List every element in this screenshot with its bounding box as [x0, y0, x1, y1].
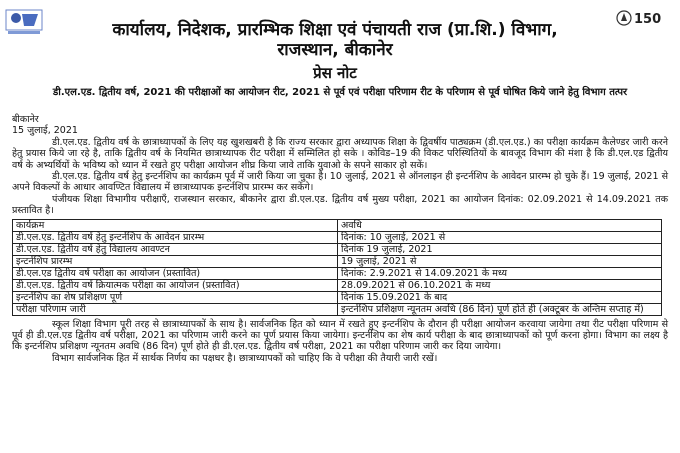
- anniversary-logo-icon: [616, 8, 672, 28]
- document-type-heading: प्रेस नोट: [313, 64, 357, 82]
- table-row: [13, 243, 662, 255]
- table-row: [13, 291, 662, 303]
- place-line: बीकानेर: [12, 114, 39, 125]
- location-heading: राजस्थान, बीकानेर: [277, 40, 393, 60]
- table-row: [13, 303, 662, 315]
- table-cell-duration: दिनांक: 10 जुलाई, 2021 से: [338, 231, 662, 243]
- schedule-table: [12, 219, 662, 316]
- table-header-duration: अवधि: [338, 219, 662, 231]
- table-cell-program: परीक्षा परिणाम जारी: [13, 303, 338, 315]
- table-cell-duration: इन्टर्नशिप प्रशिक्षण न्यूनतम अवधि (86 दिन) पूर्ण होते ही (अक्टूबर के अन्तिम सप्ताह में): [338, 303, 662, 315]
- closing-paragraph-2: विभाग सार्वजनिक हित में सार्थक निर्णय का पक्षधर है। छात्राध्यापकों को चाहिए कि वे परीक्षा की तैयारी जारी रखें।: [52, 352, 438, 364]
- table-cell-duration: दिनांक 15.09.2021 के बाद: [338, 291, 662, 303]
- table-cell-program: डी.एल.एड. द्वितीय वर्ष हेतु विद्यालय आवण्टन: [13, 243, 338, 255]
- table-cell-program: इन्टर्नशिप प्रारम्भ: [13, 255, 338, 267]
- table-cell-program: डी.एल.एड द्वितीय वर्ष परीक्षा का आयोजन (प्रस्तावित): [13, 267, 338, 279]
- paragraph-2: डी.एल.एड. द्वितीय वर्ष हेतु इन्टर्नशिप का कार्यक्रम पूर्व में जारी किया जा चुका है। 10 जुलाई, 2021 से ऑनलाइन ही इन्टर्नशिप के आवेदन प्रारम्भ हो चुके हैं। 19 जुलाई, 2021 से अपने विकल्पों के आधार आवण्टित विद्यालय में छात्राध्यापक इन्टर्नशिप प्रारम्भ कर सकेंगे।: [12, 171, 668, 194]
- date-line: 15 जुलाई, 2021: [12, 125, 78, 137]
- table-row: [13, 231, 662, 243]
- table-header-row: [13, 219, 662, 231]
- table-cell-duration: दिनांक: 2.9.2021 से 14.09.2021 के मध्य: [338, 267, 662, 279]
- document-body: [12, 114, 668, 364]
- paragraph-3: पंजीयक शिक्षा विभागीय परीक्षाएँ, राजस्थान सरकार, बीकानेर द्वारा डी.एल.एड. द्वितीय वर्ष मुख्य परीक्षा, 2021 का आयोजन दिनांक: 02.09.2021 से 14.09.2021 तक प्रस्तावित है।: [12, 193, 668, 217]
- closing-paragraph-1: स्कूल शिक्षा विभाग पूरी तरह से छात्राध्यापकों के साथ है। सार्वजनिक हित को ध्यान में रखते हुए इन्टर्नशिप के दौरान ही परीक्षा आयोजन करवाया जायेगा तथा रीट परीक्षा परिणाम से पूर्व ही डी.एल.एड द्वितीय वर्ष परीक्षा, 2021 का परिणाम जारी करने का पूर्ण प्रयास किया जायेगा। इन्टर्नशिप का शेष कार्य परीक्षा के बाद छात्राध्यापकों को पूर्ण करना होगा। विभाग का लक्ष्य है कि इन्टर्नशिप प्रशिक्षण न्यूनतम अवधि (86 दिन) पूर्ण होते ही डी.एल.एड. द्वितीय वर्ष परीक्षा, 2021 का परीक्षा परिणाम जारी कर दिया जायेगा।: [12, 318, 668, 353]
- department-logo-icon: [4, 4, 46, 38]
- table-header-program: कार्यक्रम: [13, 219, 338, 231]
- table-cell-program: डी.एल.एड. द्वितीय वर्ष क्रियात्मक परीक्षा का आयोजन (प्रस्तावित): [13, 279, 338, 291]
- table-cell-program: इन्टर्नशिप का शेष प्रशिक्षण पूर्ण: [13, 291, 338, 303]
- office-heading: कार्यालय, निदेशक, प्रारम्भिक शिक्षा एवं पंचायती राज (प्रा.शि.) विभाग,: [112, 20, 558, 40]
- paragraph-1: डी.एल.एड. द्वितीय वर्ष के छात्राध्यापकों के लिए यह खुशखबरी है कि राज्य सरकार द्वारा अध्यापक शिक्षा के द्विवर्षीय पाठ्यक्रम (डी.एल.एड.) का परीक्षा कार्यक्रम कैलेण्डर जारी करने हेतु प्रयास किये जा रहे है, ताकि द्वितीय वर्ष के नियमित छात्राध्यापक रीट परीक्षा में सम्मिलित हो सके । कोविड–19 की विकट परिस्थितियों के बावजूद विभाग की मंशा है कि डी.एल.एड द्वितीय वर्ष के अभ्यर्थियों के भविष्य को ध्यान में रखते हुए परीक्षा आयोजन शीघ्र किया जावे ताकि युवाओ के सपने साकार हो सकें।: [12, 136, 668, 171]
- logo-right-text: 150: [634, 12, 662, 27]
- table-cell-duration: दिनांक 19 जुलाई, 2021: [338, 243, 662, 255]
- table-cell-duration: 28.09.2021 से 06.10.2021 के मध्य: [338, 279, 662, 291]
- subject-line: डी.एल.एड. द्वितीय वर्ष, 2021 की परीक्षाओं का आयोजन रीट, 2021 से पूर्व एवं परीक्षा परिणाम रीट के परिणाम से पूर्व घोषित किये जाने हेतु विभाग तत्पर: [52, 87, 628, 98]
- table-cell-duration: 19 जुलाई, 2021 से: [338, 255, 662, 267]
- table-row: [13, 267, 662, 279]
- table-row: [13, 279, 662, 291]
- table-row: [13, 255, 662, 267]
- table-cell-program: डी.एल.एड. द्वितीय वर्ष हेतु इन्टर्नशिप के आवेदन प्रारम्भ: [13, 231, 338, 243]
